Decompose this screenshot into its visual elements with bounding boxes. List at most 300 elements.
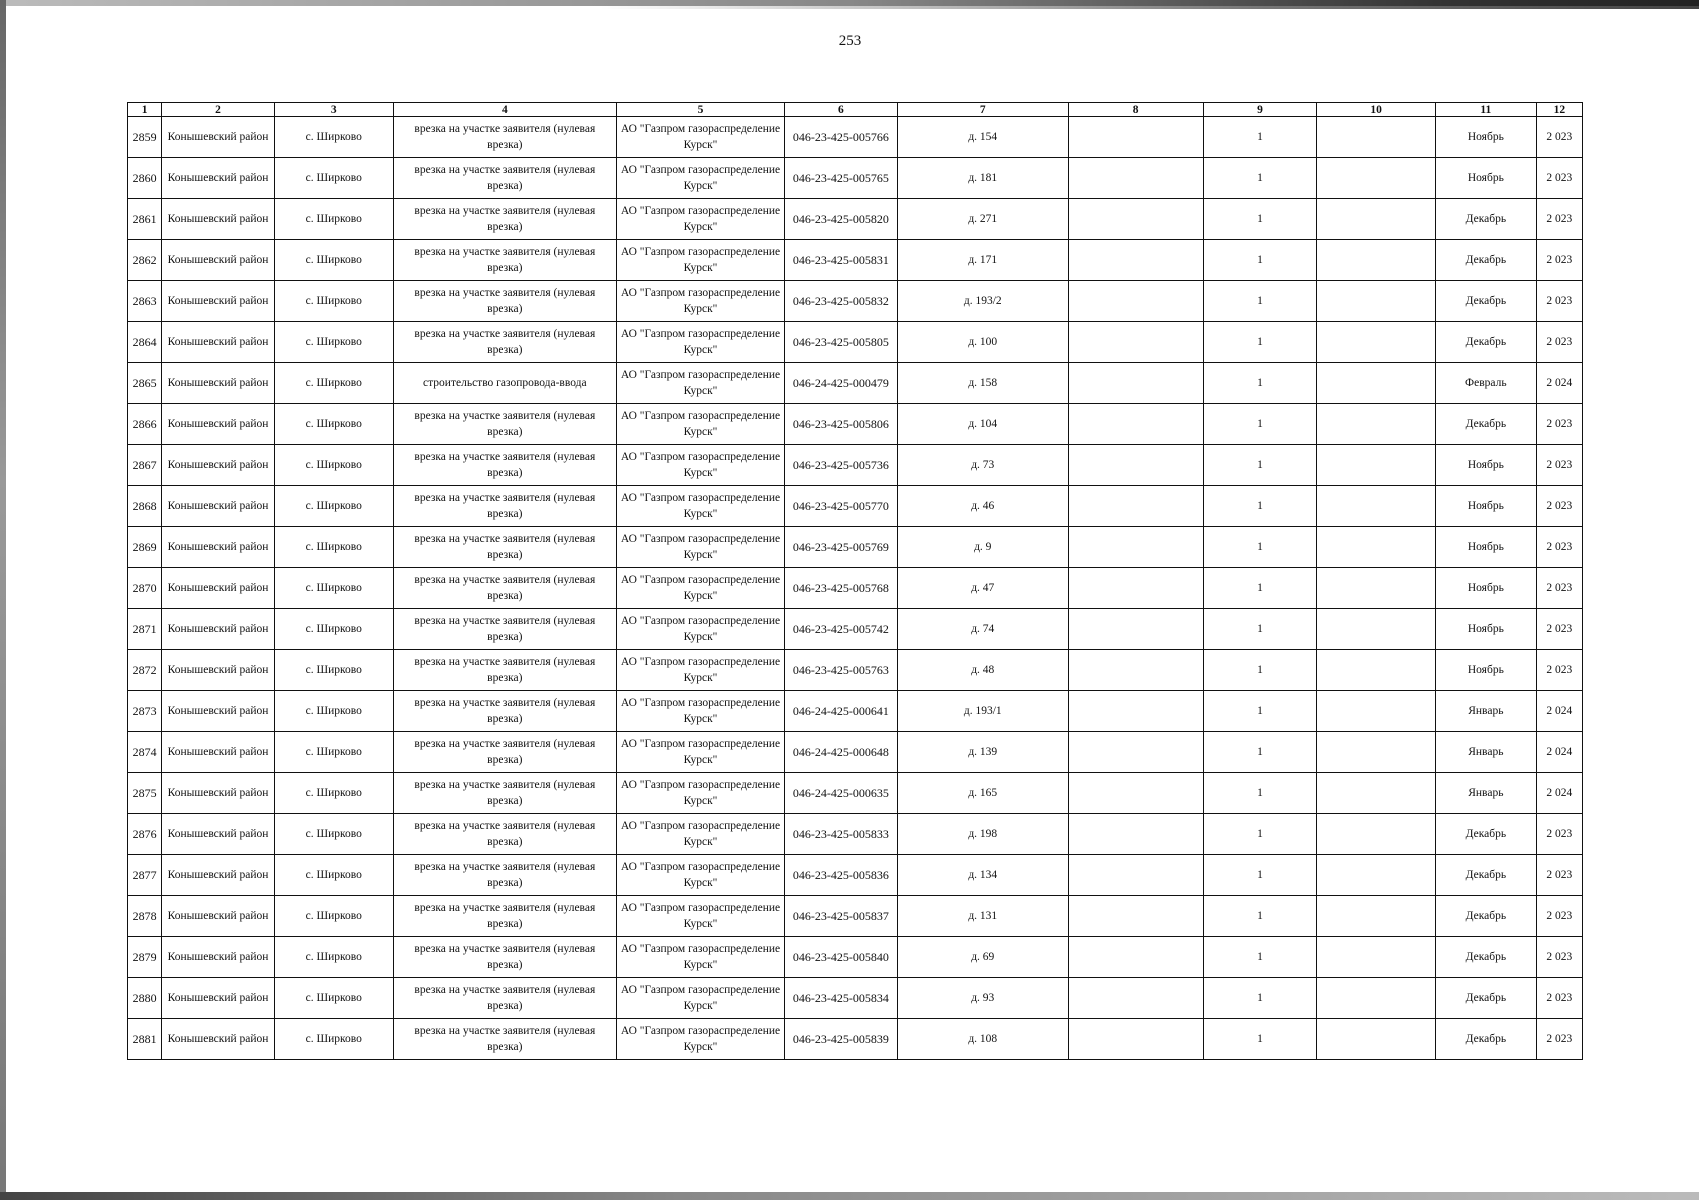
district-cell: Конышевский район xyxy=(162,117,275,158)
organization-cell: АО "Газпром газораспределение Курск" xyxy=(617,117,785,158)
table-row xyxy=(128,773,1583,814)
table-row xyxy=(128,814,1583,855)
settlement-cell: с. Ширково xyxy=(274,896,393,937)
table-body xyxy=(128,117,1583,1060)
count-cell: 1 xyxy=(1203,937,1317,978)
year-cell: 2 023 xyxy=(1536,322,1582,363)
application-code-cell: 046-24-425-000648 xyxy=(785,732,898,773)
month-cell: Декабрь xyxy=(1436,240,1537,281)
work-type-cell: врезка на участке заявителя (нулевая врезка) xyxy=(393,609,616,650)
work-type-cell: врезка на участке заявителя (нулевая врезка) xyxy=(393,650,616,691)
address-cell: д. 93 xyxy=(897,978,1068,1019)
work-type-cell: врезка на участке заявителя (нулевая врезка) xyxy=(393,322,616,363)
application-code-cell: 046-23-425-005840 xyxy=(785,937,898,978)
year-cell: 2 023 xyxy=(1536,117,1582,158)
month-cell: Декабрь xyxy=(1436,937,1537,978)
count-cell: 1 xyxy=(1203,322,1317,363)
table-row xyxy=(128,896,1583,937)
work-type-cell: врезка на участке заявителя (нулевая врезка) xyxy=(393,486,616,527)
settlement-cell: с. Ширково xyxy=(274,814,393,855)
count-cell: 1 xyxy=(1203,609,1317,650)
settlement-cell: с. Ширково xyxy=(274,199,393,240)
year-cell: 2 024 xyxy=(1536,732,1582,773)
address-cell: д. 69 xyxy=(897,937,1068,978)
column-10-cell xyxy=(1317,322,1436,363)
count-cell: 1 xyxy=(1203,814,1317,855)
month-cell: Январь xyxy=(1436,773,1537,814)
work-type-cell: врезка на участке заявителя (нулевая врезка) xyxy=(393,527,616,568)
month-cell: Январь xyxy=(1436,691,1537,732)
address-cell: д. 100 xyxy=(897,322,1068,363)
year-cell: 2 023 xyxy=(1536,281,1582,322)
row-number: 2869 xyxy=(128,527,162,568)
column-10-cell xyxy=(1317,363,1436,404)
year-cell: 2 024 xyxy=(1536,691,1582,732)
address-cell: д. 154 xyxy=(897,117,1068,158)
table-row xyxy=(128,363,1583,404)
table-row xyxy=(128,527,1583,568)
column-10-cell xyxy=(1317,978,1436,1019)
month-cell: Ноябрь xyxy=(1436,117,1537,158)
scan-edge-bottom xyxy=(0,1192,1699,1200)
work-type-cell: врезка на участке заявителя (нулевая врезка) xyxy=(393,732,616,773)
application-code-cell: 046-23-425-005769 xyxy=(785,527,898,568)
district-cell: Конышевский район xyxy=(162,158,275,199)
settlement-cell: с. Ширково xyxy=(274,158,393,199)
year-cell: 2 023 xyxy=(1536,568,1582,609)
month-cell: Декабрь xyxy=(1436,322,1537,363)
column-header: 1 xyxy=(128,103,162,117)
settlement-cell: с. Ширково xyxy=(274,855,393,896)
column-8-cell xyxy=(1068,814,1203,855)
application-code-cell: 046-23-425-005820 xyxy=(785,199,898,240)
month-cell: Декабрь xyxy=(1436,896,1537,937)
row-number: 2870 xyxy=(128,568,162,609)
application-code-cell: 046-23-425-005742 xyxy=(785,609,898,650)
table-row xyxy=(128,322,1583,363)
organization-cell: АО "Газпром газораспределение Курск" xyxy=(617,199,785,240)
organization-cell: АО "Газпром газораспределение Курск" xyxy=(617,158,785,199)
organization-cell: АО "Газпром газораспределение Курск" xyxy=(617,609,785,650)
month-cell: Ноябрь xyxy=(1436,527,1537,568)
application-code-cell: 046-23-425-005831 xyxy=(785,240,898,281)
column-header: 12 xyxy=(1536,103,1582,117)
application-code-cell: 046-23-425-005736 xyxy=(785,445,898,486)
month-cell: Ноябрь xyxy=(1436,445,1537,486)
month-cell: Ноябрь xyxy=(1436,609,1537,650)
organization-cell: АО "Газпром газораспределение Курск" xyxy=(617,814,785,855)
year-cell: 2 023 xyxy=(1536,814,1582,855)
organization-cell: АО "Газпром газораспределение Курск" xyxy=(617,896,785,937)
organization-cell: АО "Газпром газораспределение Курск" xyxy=(617,445,785,486)
month-cell: Декабрь xyxy=(1436,1019,1537,1060)
table-row xyxy=(128,1019,1583,1060)
settlement-cell: с. Ширково xyxy=(274,978,393,1019)
year-cell: 2 023 xyxy=(1536,240,1582,281)
row-number: 2861 xyxy=(128,199,162,240)
column-8-cell xyxy=(1068,158,1203,199)
organization-cell: АО "Газпром газораспределение Курск" xyxy=(617,650,785,691)
column-8-cell xyxy=(1068,322,1203,363)
application-code-cell: 046-24-425-000479 xyxy=(785,363,898,404)
row-number: 2862 xyxy=(128,240,162,281)
column-8-cell xyxy=(1068,363,1203,404)
row-number: 2881 xyxy=(128,1019,162,1060)
organization-cell: АО "Газпром газораспределение Курск" xyxy=(617,568,785,609)
district-cell: Конышевский район xyxy=(162,527,275,568)
district-cell: Конышевский район xyxy=(162,322,275,363)
application-code-cell: 046-23-425-005805 xyxy=(785,322,898,363)
row-number: 2878 xyxy=(128,896,162,937)
address-cell: д. 47 xyxy=(897,568,1068,609)
work-type-cell: врезка на участке заявителя (нулевая врезка) xyxy=(393,937,616,978)
address-cell: д. 74 xyxy=(897,609,1068,650)
month-cell: Январь xyxy=(1436,732,1537,773)
month-cell: Декабрь xyxy=(1436,814,1537,855)
column-8-cell xyxy=(1068,281,1203,322)
month-cell: Декабрь xyxy=(1436,199,1537,240)
district-cell: Конышевский район xyxy=(162,937,275,978)
month-cell: Декабрь xyxy=(1436,404,1537,445)
organization-cell: АО "Газпром газораспределение Курск" xyxy=(617,404,785,445)
address-cell: д. 108 xyxy=(897,1019,1068,1060)
settlement-cell: с. Ширково xyxy=(274,240,393,281)
organization-cell: АО "Газпром газораспределение Курск" xyxy=(617,486,785,527)
work-type-cell: врезка на участке заявителя (нулевая врезка) xyxy=(393,773,616,814)
settlement-cell: с. Ширково xyxy=(274,404,393,445)
month-cell: Декабрь xyxy=(1436,281,1537,322)
count-cell: 1 xyxy=(1203,650,1317,691)
data-table xyxy=(127,102,1583,1060)
year-cell: 2 023 xyxy=(1536,855,1582,896)
column-8-cell xyxy=(1068,773,1203,814)
column-header: 9 xyxy=(1203,103,1317,117)
column-8-cell xyxy=(1068,609,1203,650)
column-10-cell xyxy=(1317,281,1436,322)
table-row xyxy=(128,404,1583,445)
address-cell: д. 171 xyxy=(897,240,1068,281)
count-cell: 1 xyxy=(1203,281,1317,322)
settlement-cell: с. Ширково xyxy=(274,486,393,527)
column-8-cell xyxy=(1068,240,1203,281)
district-cell: Конышевский район xyxy=(162,814,275,855)
organization-cell: АО "Газпром газораспределение Курск" xyxy=(617,732,785,773)
work-type-cell: врезка на участке заявителя (нулевая врезка) xyxy=(393,855,616,896)
application-code-cell: 046-23-425-005766 xyxy=(785,117,898,158)
count-cell: 1 xyxy=(1203,445,1317,486)
count-cell: 1 xyxy=(1203,896,1317,937)
scan-edge-top-shadow xyxy=(600,6,1699,9)
district-cell: Конышевский район xyxy=(162,363,275,404)
organization-cell: АО "Газпром газораспределение Курск" xyxy=(617,773,785,814)
organization-cell: АО "Газпром газораспределение Курск" xyxy=(617,527,785,568)
organization-cell: АО "Газпром газораспределение Курск" xyxy=(617,240,785,281)
year-cell: 2 023 xyxy=(1536,650,1582,691)
table-row xyxy=(128,281,1583,322)
column-header: 6 xyxy=(785,103,898,117)
application-code-cell: 046-23-425-005834 xyxy=(785,978,898,1019)
organization-cell: АО "Газпром газораспределение Курск" xyxy=(617,691,785,732)
table-row xyxy=(128,158,1583,199)
column-10-cell xyxy=(1317,609,1436,650)
column-8-cell xyxy=(1068,978,1203,1019)
table-row xyxy=(128,937,1583,978)
district-cell: Конышевский район xyxy=(162,855,275,896)
column-10-cell xyxy=(1317,404,1436,445)
column-8-cell xyxy=(1068,855,1203,896)
column-10-cell xyxy=(1317,117,1436,158)
organization-cell: АО "Газпром газораспределение Курск" xyxy=(617,978,785,1019)
year-cell: 2 023 xyxy=(1536,978,1582,1019)
year-cell: 2 023 xyxy=(1536,527,1582,568)
column-10-cell xyxy=(1317,199,1436,240)
work-type-cell: врезка на участке заявителя (нулевая врезка) xyxy=(393,240,616,281)
column-8-cell xyxy=(1068,527,1203,568)
month-cell: Ноябрь xyxy=(1436,650,1537,691)
district-cell: Конышевский район xyxy=(162,978,275,1019)
month-cell: Ноябрь xyxy=(1436,486,1537,527)
settlement-cell: с. Ширково xyxy=(274,691,393,732)
column-8-cell xyxy=(1068,896,1203,937)
district-cell: Конышевский район xyxy=(162,732,275,773)
count-cell: 1 xyxy=(1203,978,1317,1019)
application-code-cell: 046-23-425-005806 xyxy=(785,404,898,445)
column-8-cell xyxy=(1068,404,1203,445)
district-cell: Конышевский район xyxy=(162,568,275,609)
table-row xyxy=(128,978,1583,1019)
settlement-cell: с. Ширково xyxy=(274,322,393,363)
work-type-cell: врезка на участке заявителя (нулевая врезка) xyxy=(393,1019,616,1060)
column-8-cell xyxy=(1068,1019,1203,1060)
address-cell: д. 9 xyxy=(897,527,1068,568)
column-10-cell xyxy=(1317,486,1436,527)
table-row xyxy=(128,240,1583,281)
application-code-cell: 046-23-425-005763 xyxy=(785,650,898,691)
column-10-cell xyxy=(1317,773,1436,814)
count-cell: 1 xyxy=(1203,527,1317,568)
row-number: 2874 xyxy=(128,732,162,773)
address-cell: д. 165 xyxy=(897,773,1068,814)
application-code-cell: 046-23-425-005832 xyxy=(785,281,898,322)
column-10-cell xyxy=(1317,691,1436,732)
count-cell: 1 xyxy=(1203,568,1317,609)
count-cell: 1 xyxy=(1203,773,1317,814)
district-cell: Конышевский район xyxy=(162,240,275,281)
application-code-cell: 046-23-425-005839 xyxy=(785,1019,898,1060)
month-cell: Ноябрь xyxy=(1436,158,1537,199)
work-type-cell: врезка на участке заявителя (нулевая врезка) xyxy=(393,404,616,445)
column-10-cell xyxy=(1317,896,1436,937)
column-10-cell xyxy=(1317,445,1436,486)
settlement-cell: с. Ширково xyxy=(274,117,393,158)
application-code-cell: 046-23-425-005836 xyxy=(785,855,898,896)
month-cell: Февраль xyxy=(1436,363,1537,404)
year-cell: 2 023 xyxy=(1536,1019,1582,1060)
table-row xyxy=(128,855,1583,896)
count-cell: 1 xyxy=(1203,855,1317,896)
count-cell: 1 xyxy=(1203,691,1317,732)
district-cell: Конышевский район xyxy=(162,773,275,814)
column-header: 4 xyxy=(393,103,616,117)
organization-cell: АО "Газпром газораспределение Курск" xyxy=(617,281,785,322)
organization-cell: АО "Газпром газораспределение Курск" xyxy=(617,855,785,896)
district-cell: Конышевский район xyxy=(162,486,275,527)
header-row xyxy=(128,103,1583,117)
count-cell: 1 xyxy=(1203,199,1317,240)
district-cell: Конышевский район xyxy=(162,199,275,240)
column-header: 3 xyxy=(274,103,393,117)
district-cell: Конышевский район xyxy=(162,650,275,691)
application-code-cell: 046-23-425-005837 xyxy=(785,896,898,937)
count-cell: 1 xyxy=(1203,117,1317,158)
row-number: 2876 xyxy=(128,814,162,855)
organization-cell: АО "Газпром газораспределение Курск" xyxy=(617,322,785,363)
table-row xyxy=(128,199,1583,240)
application-code-cell: 046-23-425-005833 xyxy=(785,814,898,855)
column-8-cell xyxy=(1068,732,1203,773)
column-8-cell xyxy=(1068,486,1203,527)
count-cell: 1 xyxy=(1203,240,1317,281)
month-cell: Декабрь xyxy=(1436,855,1537,896)
address-cell: д. 158 xyxy=(897,363,1068,404)
row-number: 2871 xyxy=(128,609,162,650)
table-row xyxy=(128,650,1583,691)
address-cell: д. 198 xyxy=(897,814,1068,855)
year-cell: 2 024 xyxy=(1536,363,1582,404)
settlement-cell: с. Ширково xyxy=(274,732,393,773)
application-code-cell: 046-24-425-000635 xyxy=(785,773,898,814)
table-row xyxy=(128,486,1583,527)
address-cell: д. 131 xyxy=(897,896,1068,937)
settlement-cell: с. Ширково xyxy=(274,650,393,691)
row-number: 2864 xyxy=(128,322,162,363)
year-cell: 2 024 xyxy=(1536,773,1582,814)
column-10-cell xyxy=(1317,1019,1436,1060)
column-header: 7 xyxy=(897,103,1068,117)
district-cell: Конышевский район xyxy=(162,1019,275,1060)
row-number: 2866 xyxy=(128,404,162,445)
district-cell: Конышевский район xyxy=(162,281,275,322)
district-cell: Конышевский район xyxy=(162,404,275,445)
column-8-cell xyxy=(1068,937,1203,978)
column-header: 2 xyxy=(162,103,275,117)
table-row xyxy=(128,609,1583,650)
work-type-cell: врезка на участке заявителя (нулевая врезка) xyxy=(393,281,616,322)
row-number: 2865 xyxy=(128,363,162,404)
column-10-cell xyxy=(1317,732,1436,773)
column-8-cell xyxy=(1068,199,1203,240)
row-number: 2880 xyxy=(128,978,162,1019)
work-type-cell: врезка на участке заявителя (нулевая врезка) xyxy=(393,568,616,609)
page-number: 253 xyxy=(838,33,862,49)
organization-cell: АО "Газпром газораспределение Курск" xyxy=(617,937,785,978)
settlement-cell: с. Ширково xyxy=(274,568,393,609)
column-8-cell xyxy=(1068,650,1203,691)
count-cell: 1 xyxy=(1203,732,1317,773)
district-cell: Конышевский район xyxy=(162,445,275,486)
address-cell: д. 193/2 xyxy=(897,281,1068,322)
work-type-cell: строительство газопровода-ввода xyxy=(393,363,616,404)
settlement-cell: с. Ширково xyxy=(274,773,393,814)
row-number: 2860 xyxy=(128,158,162,199)
row-number: 2859 xyxy=(128,117,162,158)
application-code-cell: 046-24-425-000641 xyxy=(785,691,898,732)
address-cell: д. 193/1 xyxy=(897,691,1068,732)
address-cell: д. 134 xyxy=(897,855,1068,896)
address-cell: д. 46 xyxy=(897,486,1068,527)
work-type-cell: врезка на участке заявителя (нулевая врезка) xyxy=(393,814,616,855)
settlement-cell: с. Ширково xyxy=(274,363,393,404)
address-cell: д. 73 xyxy=(897,445,1068,486)
row-number: 2873 xyxy=(128,691,162,732)
settlement-cell: с. Ширково xyxy=(274,527,393,568)
column-10-cell xyxy=(1317,650,1436,691)
work-type-cell: врезка на участке заявителя (нулевая врезка) xyxy=(393,445,616,486)
column-8-cell xyxy=(1068,691,1203,732)
column-10-cell xyxy=(1317,568,1436,609)
column-10-cell xyxy=(1317,158,1436,199)
work-type-cell: врезка на участке заявителя (нулевая врезка) xyxy=(393,117,616,158)
work-type-cell: врезка на участке заявителя (нулевая врезка) xyxy=(393,199,616,240)
count-cell: 1 xyxy=(1203,1019,1317,1060)
work-type-cell: врезка на участке заявителя (нулевая врезка) xyxy=(393,158,616,199)
row-number: 2879 xyxy=(128,937,162,978)
settlement-cell: с. Ширково xyxy=(274,281,393,322)
application-code-cell: 046-23-425-005765 xyxy=(785,158,898,199)
column-header: 8 xyxy=(1068,103,1203,117)
organization-cell: АО "Газпром газораспределение Курск" xyxy=(617,363,785,404)
column-10-cell xyxy=(1317,855,1436,896)
district-cell: Конышевский район xyxy=(162,609,275,650)
year-cell: 2 023 xyxy=(1536,896,1582,937)
address-cell: д. 271 xyxy=(897,199,1068,240)
year-cell: 2 023 xyxy=(1536,199,1582,240)
application-code-cell: 046-23-425-005768 xyxy=(785,568,898,609)
address-cell: д. 104 xyxy=(897,404,1068,445)
work-type-cell: врезка на участке заявителя (нулевая врезка) xyxy=(393,978,616,1019)
column-8-cell xyxy=(1068,445,1203,486)
table-row xyxy=(128,691,1583,732)
application-code-cell: 046-23-425-005770 xyxy=(785,486,898,527)
work-type-cell: врезка на участке заявителя (нулевая врезка) xyxy=(393,896,616,937)
settlement-cell: с. Ширково xyxy=(274,1019,393,1060)
work-type-cell: врезка на участке заявителя (нулевая врезка) xyxy=(393,691,616,732)
column-10-cell xyxy=(1317,240,1436,281)
settlement-cell: с. Ширково xyxy=(274,609,393,650)
district-cell: Конышевский район xyxy=(162,691,275,732)
column-10-cell xyxy=(1317,937,1436,978)
column-8-cell xyxy=(1068,568,1203,609)
count-cell: 1 xyxy=(1203,404,1317,445)
column-header: 11 xyxy=(1436,103,1537,117)
district-cell: Конышевский район xyxy=(162,896,275,937)
address-cell: д. 139 xyxy=(897,732,1068,773)
organization-cell: АО "Газпром газораспределение Курск" xyxy=(617,1019,785,1060)
year-cell: 2 023 xyxy=(1536,609,1582,650)
settlement-cell: с. Ширково xyxy=(274,445,393,486)
column-header: 10 xyxy=(1317,103,1436,117)
row-number: 2863 xyxy=(128,281,162,322)
row-number: 2872 xyxy=(128,650,162,691)
year-cell: 2 023 xyxy=(1536,404,1582,445)
year-cell: 2 023 xyxy=(1536,445,1582,486)
row-number: 2875 xyxy=(128,773,162,814)
year-cell: 2 023 xyxy=(1536,158,1582,199)
column-header: 5 xyxy=(617,103,785,117)
table-row xyxy=(128,445,1583,486)
row-number: 2877 xyxy=(128,855,162,896)
count-cell: 1 xyxy=(1203,158,1317,199)
